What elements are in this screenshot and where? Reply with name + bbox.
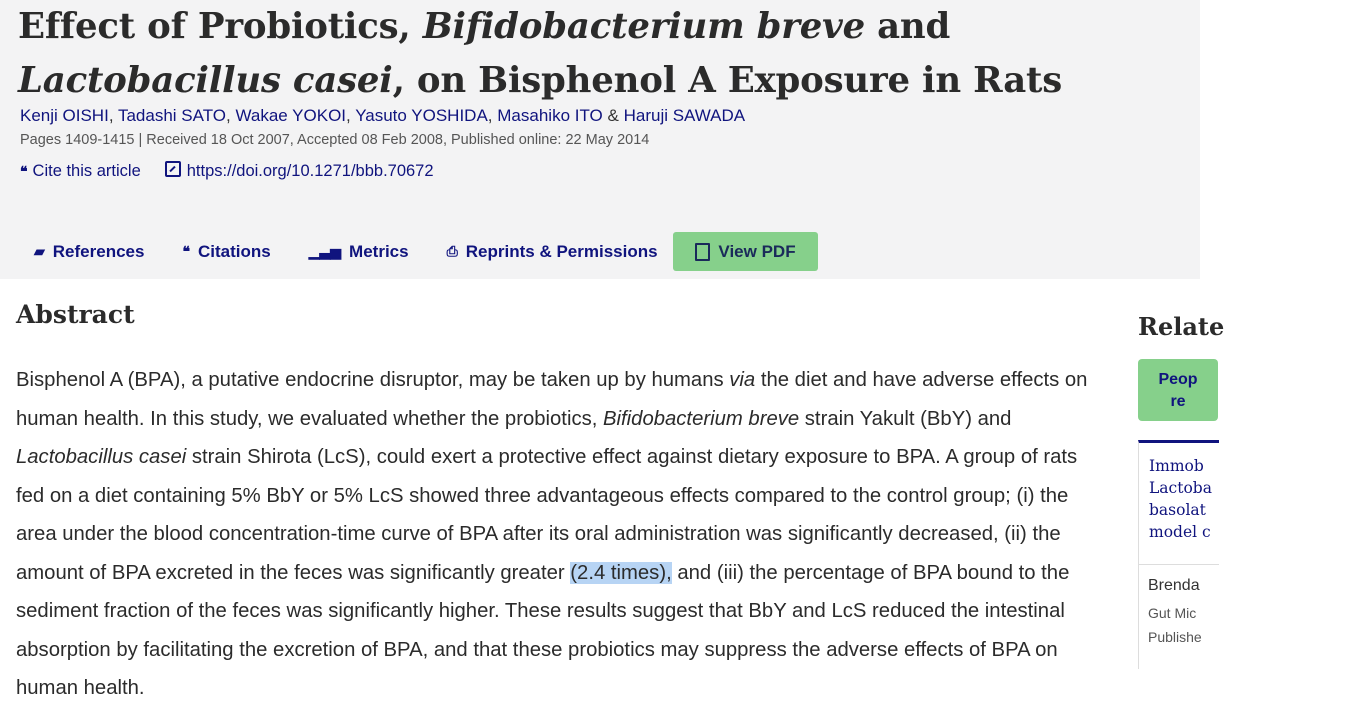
abstract-species-bby: Bifidobacterium breve [603,407,800,430]
people-also-read-tab[interactable]: Peop re [1138,359,1218,421]
quote-icon: ❝ [182,243,190,259]
tab-citations[interactable] [182,242,270,262]
related-article-title[interactable]: Immob Lactoba basolat model c [1149,457,1212,541]
author-separator: , [346,106,351,125]
doi-text: https://doi.org/10.1271/bbb.70672 [186,162,434,180]
tab-citations-label: Citations [198,241,271,261]
author-separator: , [487,106,493,125]
title-species-1: Bifidobacterium breve [422,6,865,47]
author-link[interactable]: Wakae YOKOI [235,106,347,125]
tab-references[interactable] [34,242,144,262]
abstract-heading: Abstract [16,300,135,329]
abstract-segment: and (iii) the percentage of BPA bound to the sediment fraction of the feces was significantly higher. These results suggest that BbY and LcS reduced the intestinal absorption by facilitating the excretion of BPA, and that these probiotics may suppress the adverse effects of BPA on human health. [16,561,1070,699]
author-link[interactable]: Kenji OISHI [20,106,109,125]
divider [1139,564,1219,565]
cite-article-label: Cite this article [32,162,141,180]
printer-icon: ⎙ [446,243,458,259]
abstract-segment: Bisphenol A (BPA), a putative endocrine disruptor, may be taken up by humans [16,369,730,391]
author-link[interactable]: Tadashi SATO [117,106,227,125]
pdf-icon [695,243,710,261]
article-links [20,160,434,181]
abstract-species-lcs: Lactobacillus casei [16,446,187,468]
related-article-author: Brenda [1148,577,1200,594]
abstract-segment: strain Shirota (LcS), could exert a protective effect against dietary exposure to BPA. A group of rats fed on a diet containing 5% BbY or 5% LcS showed three advantageous effects compared to the control group; (i) the area under the blood concentration-time curve of BPA after its oral administration was significantly decreased, (ii) the amount of BPA excreted in the feces was significantly greater [16,446,1078,584]
related-article-journal: Gut Mic [1148,605,1197,621]
abstract-segment: the diet and have adverse effects on human health. In this study, we evaluated whether the probiotics, [16,369,1088,430]
abstract-italic-via: via [729,369,756,391]
title-text-3: , on Bisphenol A Exposure in Rats [392,60,1063,101]
doi-link[interactable] [165,162,434,180]
book-icon: ▰ [34,243,45,259]
quote-icon: ❝ [20,163,28,179]
article-tabs [34,232,696,271]
tab-metrics[interactable] [309,242,409,262]
article-title [18,0,1198,108]
selected-text-highlight: (2.4 times), [570,561,672,584]
title-species-2: Lactobacillus casei [18,60,393,101]
view-pdf-label: View PDF [718,241,796,261]
bar-chart-icon: ▁▃▅ [308,243,342,259]
cite-article-link[interactable] [20,162,141,180]
publication-meta: Pages 1409-1415 | Received 18 Oct 2007, Accepted 08 Feb 2008, Published online: 22 May 2014 [20,132,650,148]
tab-references-label: References [52,241,145,261]
author-list [20,106,745,126]
author-link[interactable]: Haruji SAWADA [623,106,746,125]
related-article-published: Publishe [1148,629,1202,645]
abstract-text [16,361,1111,708]
abstract-segment: strain Yakult (BbY) and [799,407,1012,430]
title-text-2: and [864,6,951,47]
tab-metrics-label: Metrics [349,241,409,261]
author-link[interactable]: Masahiko ITO [497,106,603,125]
author-separator: & [607,106,619,125]
view-pdf-button[interactable] [673,232,818,271]
title-text-1: Effect of Probiotics, [18,6,423,47]
tab-reprints[interactable] [447,242,658,262]
author-separator: , [108,106,114,125]
author-link[interactable]: Yasuto YOSHIDA [355,106,488,125]
author-separator: , [226,106,231,125]
external-link-icon [165,161,181,177]
related-article-card[interactable] [1138,440,1219,669]
related-articles-heading: Relate [1138,312,1225,341]
tab-reprints-label: Reprints & Permissions [465,241,658,261]
